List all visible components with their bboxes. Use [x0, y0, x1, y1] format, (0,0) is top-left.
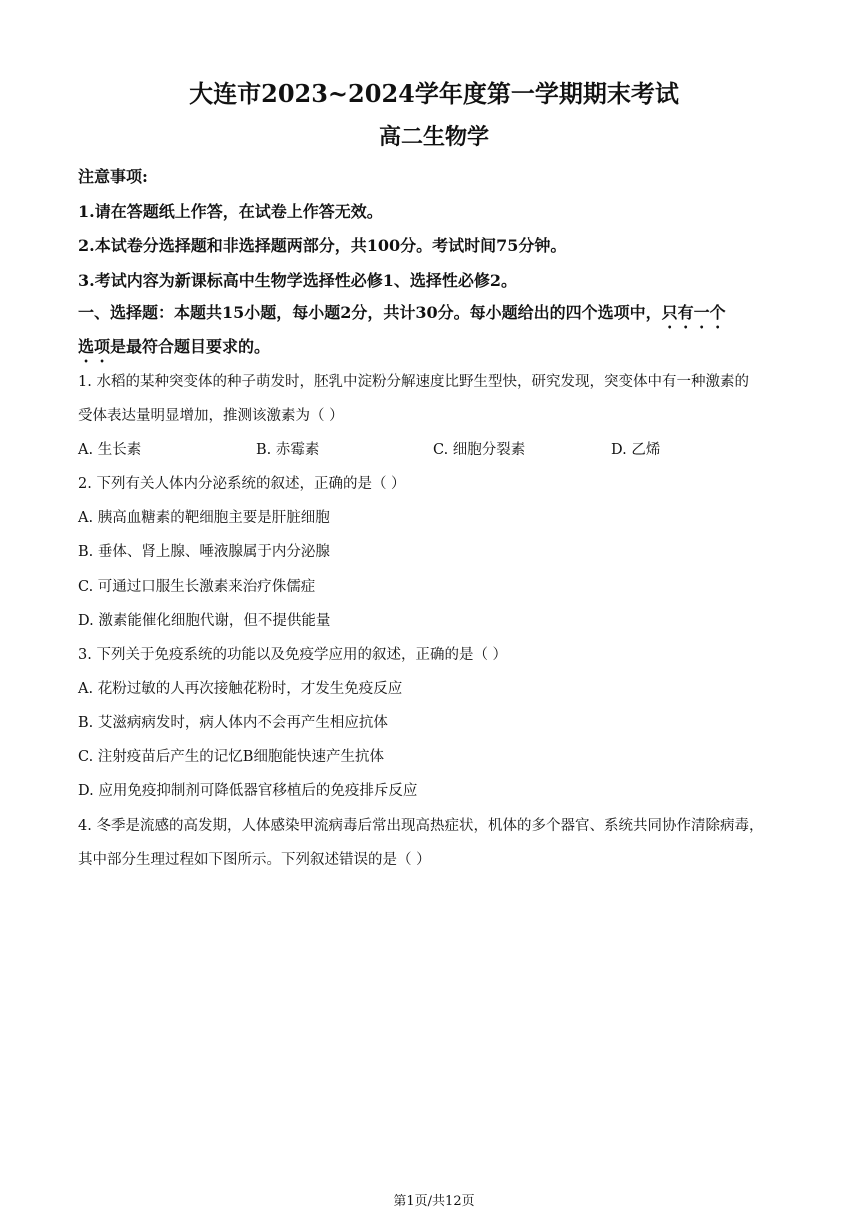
question-3-option-b: B. 艾滋病病发时，病人体内不会再产生相应抗体: [78, 715, 388, 731]
question-3-option-d: D. 应用免疫抑制剂可降低器官移植后的免疫排斥反应: [78, 783, 418, 799]
note-item-1: 1.请在答题纸上作答，在试卷上作答无效。: [78, 202, 383, 221]
question-2-option-a: A. 胰高血糖素的靶细胞主要是肝脏细胞: [78, 510, 330, 526]
section-instruction-emphasis: 只有一个: [661, 303, 726, 322]
question-1-option-d: D. 乙烯: [611, 442, 661, 458]
question-3-stem: 3. 下列关于免疫系统的功能以及免疫学应用的叙述，正确的是（ ）: [78, 647, 508, 663]
question-4-stem-line2: 其中部分生理过程如下图所示。下列叙述错误的是（ ）: [78, 852, 431, 868]
question-2-stem: 2. 下列有关人体内分泌系统的叙述，正确的是（ ）: [78, 476, 406, 492]
page-number: 第1页/共12页: [393, 1194, 475, 1209]
question-1-stem-line2: 受体表达量明显增加，推测该激素为（ ）: [78, 408, 344, 424]
section-instruction-emphasis: 选项: [78, 337, 111, 356]
question-1-option-b: B. 赤霉素: [256, 442, 320, 458]
question-2-option-d: D. 激素能催化细胞代谢，但不提供能量: [78, 613, 331, 629]
note-item-2: 2.本试卷分选择题和非选择题两部分，共100分。考试时间75分钟。: [78, 236, 567, 255]
section-instruction-text: 一、选择题：本题共15小题，每小题2分，共计30分。每小题给出的四个选项中，: [78, 303, 662, 322]
exam-subject: 高二生物学: [378, 124, 489, 150]
question-1-stem-line1: 1. 水稻的某种突变体的种子萌发时，胚乳中淀粉分解速度比野生型快，研究发现，突变体中有一种激素的: [78, 374, 749, 390]
question-2-option-b: B. 垂体、肾上腺、唾液腺属于内分泌腺: [78, 544, 330, 560]
section-instruction-line2: [78, 334, 798, 366]
question-1-option-c: C. 细胞分裂素: [433, 442, 526, 458]
question-1-option-a: A. 生长素: [78, 442, 142, 458]
question-3-option-a: A. 花粉过敏的人再次接触花粉时，才发生免疫反应: [78, 681, 403, 697]
note-item-3: 3.考试内容为新课标高中生物学选择性必修1、选择性必修2。: [78, 271, 517, 290]
section-instruction-line1: [78, 300, 798, 332]
question-3-option-c: C. 注射疫苗后产生的记忆B细胞能快速产生抗体: [78, 749, 384, 765]
exam-title: 大连市2023~2024学年度第一学期期末考试: [189, 79, 679, 108]
question-4-stem-line1: 4. 冬季是流感的高发期，人体感染甲流病毒后常出现高热症状，机体的多个器官、系统共同协作清除病毒，: [78, 818, 764, 834]
notes-heading: 注意事项:: [78, 167, 148, 186]
question-2-option-c: C. 可通过口服生长激素来治疗侏儒症: [78, 579, 316, 595]
section-instruction-text: 是最符合题目要求的。: [110, 337, 271, 356]
